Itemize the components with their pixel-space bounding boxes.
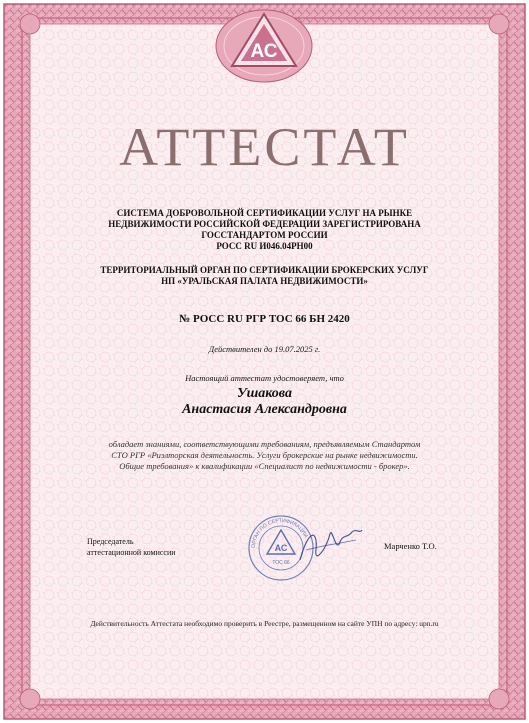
holder-surname: Ушакова — [237, 386, 292, 401]
organ-line: ТЕРРИТОРИАЛЬНЫЙ ОРГАН ПО СЕРТИФИКАЦИИ БРОКЕРСКИХ УСЛУГ — [100, 265, 429, 275]
system-line: РОСС RU И046.04РН00 — [216, 241, 313, 251]
handwritten-signature — [296, 520, 366, 570]
certification-organ — [60, 265, 469, 287]
verification-footer: Действительность Аттестата необходимо проверить в Реестре, размещенном на сайте УПН по адресу: upn.ru — [90, 619, 439, 628]
certifies-statement: Настоящий аттестат удостоверяет, что — [185, 373, 344, 383]
svg-text:ТОС 66: ТОС 66 — [272, 560, 290, 566]
qualification-line: СТО РГР «Риэлторская деятельность. Услуги брокерские на рынке недвижимости. — [111, 450, 418, 460]
svg-text:ОРГАН ПО СЕРТИФИКАЦИИ: ОРГАН ПО СЕРТИФИКАЦИИ — [250, 517, 309, 549]
system-line: СИСТЕМА ДОБРОВОЛЬНОЙ СЕРТИФИКАЦИИ УСЛУГ НА РЫНКЕ — [116, 208, 413, 218]
svg-text:АС: АС — [274, 543, 288, 553]
qualification-line: обладает знаниями, соответствующими требованиям, предъявляемым Стандартом — [108, 439, 421, 449]
valid-until: Действителен до 19.07.2025 г. — [208, 344, 321, 354]
chairman-line: аттестационной комиссии — [87, 548, 176, 557]
chairman-line: Председатель — [87, 537, 134, 546]
certification-emblem-icon — [214, 6, 314, 88]
chairman-label — [87, 536, 176, 558]
certification-system — [60, 208, 469, 252]
signer-name: Марченко Т.О. — [384, 541, 437, 551]
qualification-text — [60, 439, 469, 472]
organ-line: НП «УРАЛЬСКАЯ ПАЛАТА НЕДВИЖИМОСТИ» — [161, 276, 368, 286]
holder-given-name: Анастасия Александровна — [182, 402, 347, 417]
svg-text:АС: АС — [250, 41, 278, 62]
page-title: АТТЕСТАТ — [119, 117, 410, 177]
system-line: НЕДВИЖИМОСТИ РОССИЙСКОЙ ФЕДЕРАЦИИ ЗАРЕГИСТРИРОВАНА — [108, 219, 421, 229]
qualification-line: Общие требования» к квалификации «Специалист по недвижимости - брокер». — [119, 461, 410, 471]
system-line: ГОССТАНДАРТОМ РОССИИ — [201, 230, 328, 240]
certificate-number: № РОСС RU РГР ТОС 66 БН 2420 — [179, 313, 350, 325]
